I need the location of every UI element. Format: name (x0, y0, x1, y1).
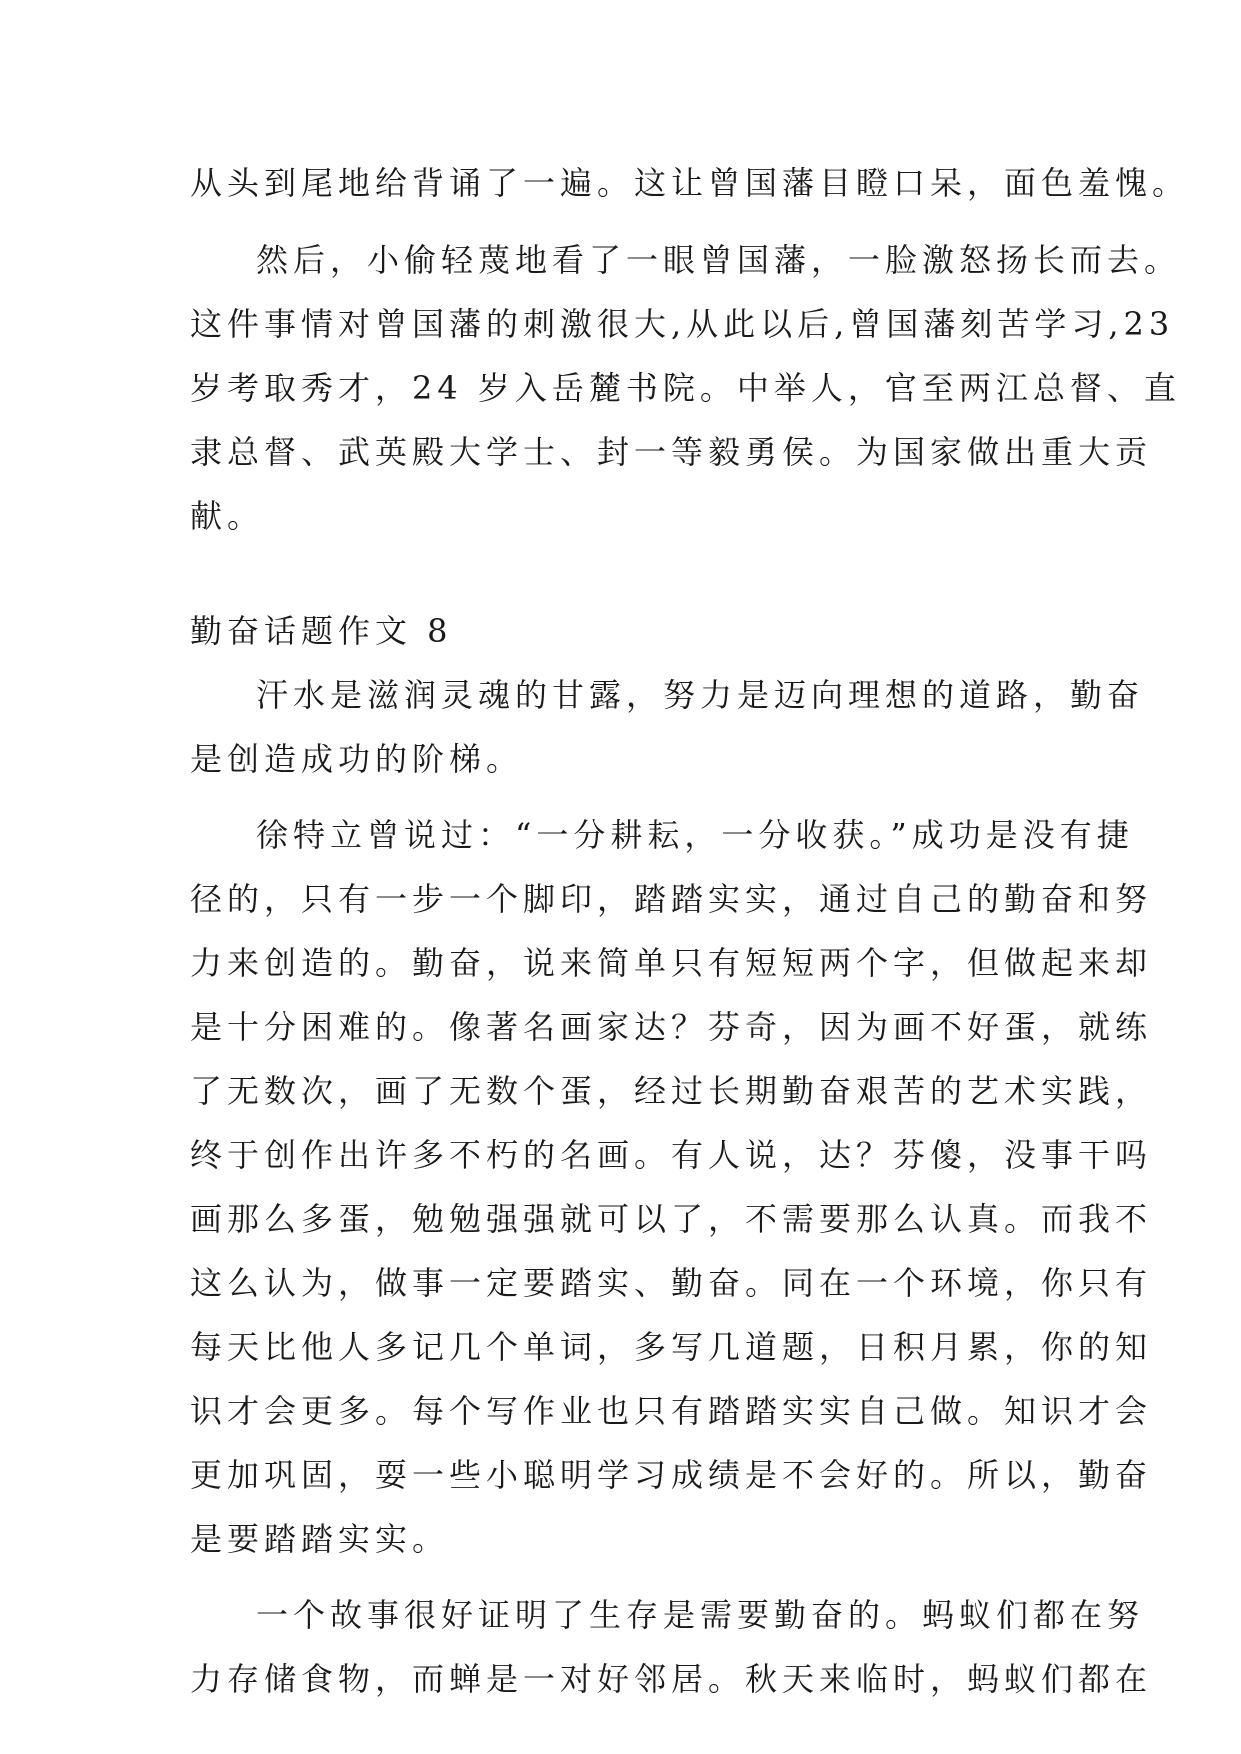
text-line: 力来创造的。勤奋，说来简单只有短短两个字，但做起来却 (190, 944, 1153, 982)
section-heading: 勤奋话题作文 8 (190, 612, 453, 650)
text-line: 隶总督、武英殿大学士、封一等毅勇侯。为国家做出重大贡 (190, 433, 1153, 471)
text-line: 终于创作出许多不朽的名画。有人说，达？芬傻，没事干吗 (190, 1136, 1153, 1174)
text-line: 然后，小偷轻蔑地看了一眼曾国藩，一脸激怒扬长而去。 (256, 241, 1182, 279)
text-line: 一个故事很好证明了生存是需要勤奋的。蚂蚁们都在努 (256, 1596, 1145, 1634)
text-line: 汗水是滋润灵魂的甘露，努力是迈向理想的道路，勤奋 (256, 676, 1145, 714)
text-line: 是创造成功的阶梯。 (190, 740, 524, 778)
text-line: 岁考取秀才，24 岁入岳麓书院。中举人，官至两江总督、直 (190, 369, 1181, 407)
text-line: 径的，只有一步一个脚印，踏踏实实，通过自己的勤奋和努 (190, 880, 1153, 918)
text-line: 是要踏踏实实。 (190, 1520, 450, 1558)
text-line: 了无数次，画了无数个蛋，经过长期勤奋艰苦的艺术实践， (190, 1072, 1153, 1110)
text-line: 从头到尾地给背诵了一遍。这让曾国藩目瞪口呆，面色羞愧。 (190, 164, 1190, 202)
text-line: 是十分困难的。像著名画家达？芬奇，因为画不好蛋，就练 (190, 1008, 1153, 1046)
text-line: 力存储食物，而蝉是一对好邻居。秋天来临时，蚂蚁们都在 (190, 1660, 1153, 1698)
text-line: 徐特立曾说过：“一分耕耘，一分收获。”成功是没有捷 (256, 816, 1134, 854)
text-line: 献。 (190, 497, 265, 535)
text-line: 更加巩固，耍一些小聪明学习成绩是不会好的。所以，勤奋 (190, 1456, 1153, 1494)
text-line: 这件事情对曾国藩的刺激很大,从此以后,曾国藩刻苦学习,23 (190, 305, 1175, 343)
text-line: 画那么多蛋，勉勉强强就可以了，不需要那么认真。而我不 (190, 1200, 1153, 1238)
text-line: 每天比他人多记几个单词，多写几道题，日积月累，你的知 (190, 1328, 1153, 1366)
text-line: 识才会更多。每个写作业也只有踏踏实实自己做。知识才会 (190, 1392, 1153, 1430)
text-line: 这么认为，做事一定要踏实、勤奋。同在一个环境，你只有 (190, 1264, 1153, 1302)
